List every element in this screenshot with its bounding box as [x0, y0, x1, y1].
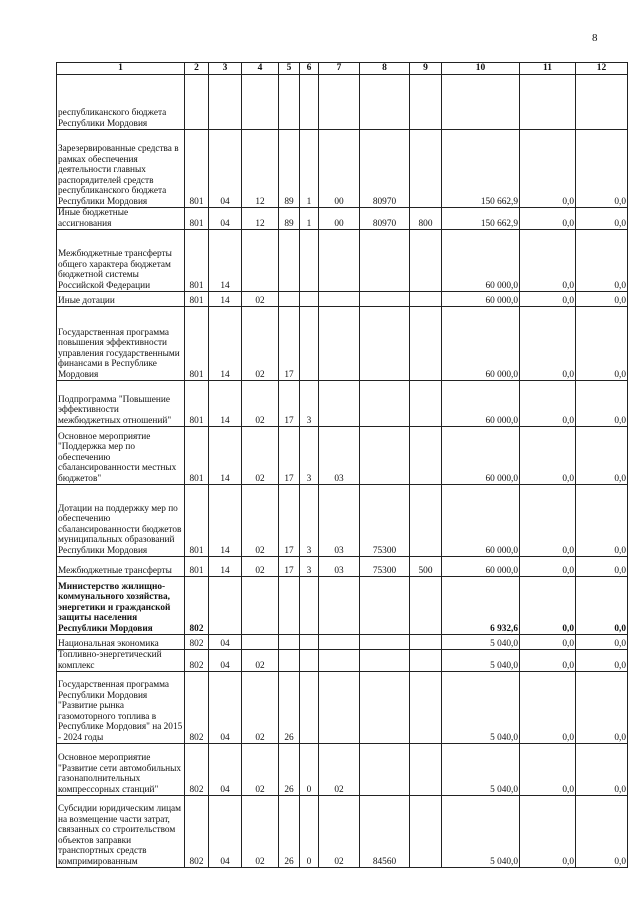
row-name-cell: Межбюджетные трансферты общего характера бюджетам бюджетной системы Российской Федерации: [57, 230, 185, 292]
cell-c7: [319, 635, 360, 650]
cell-c9: [410, 307, 442, 381]
cell-c4: 02: [242, 381, 279, 427]
table-row: [57, 75, 628, 130]
cell-c3: [209, 577, 242, 635]
cell-c8: [360, 381, 410, 427]
cell-c2: 802: [185, 650, 209, 672]
budget-table: [56, 62, 628, 868]
cell-c10: 60 000,0: [442, 557, 520, 577]
cell-c6: [300, 230, 319, 292]
cell-c11: 0,0: [520, 381, 576, 427]
cell-c2: 801: [185, 557, 209, 577]
table-row: [57, 635, 628, 650]
cell-c10: 6 932,6: [442, 577, 520, 635]
cell-c11: 0,0: [520, 427, 576, 485]
cell-c2: 801: [185, 381, 209, 427]
cell-c10: 60 000,0: [442, 292, 520, 307]
cell-c12: 0,0: [576, 208, 628, 230]
cell-c6: [300, 672, 319, 744]
table-body: [57, 75, 628, 868]
cell-c9: [410, 292, 442, 307]
cell-c11: 0,0: [520, 230, 576, 292]
cell-c4: 02: [242, 650, 279, 672]
column-header-3: 3: [209, 63, 242, 75]
cell-c11: 0,0: [520, 650, 576, 672]
cell-c3: 04: [209, 796, 242, 868]
cell-c10: 60 000,0: [442, 427, 520, 485]
cell-c6: 3: [300, 557, 319, 577]
cell-c8: [360, 75, 410, 130]
cell-c7: [319, 672, 360, 744]
cell-c11: 0,0: [520, 208, 576, 230]
cell-c7: 02: [319, 744, 360, 796]
table-row: [57, 130, 628, 208]
table-row: [57, 292, 628, 307]
row-name-cell: Государственная программа повышения эффективности управления государственными финансами в Республике Мордовия: [57, 307, 185, 381]
cell-c6: [300, 650, 319, 672]
cell-c8: [360, 635, 410, 650]
cell-c5: 89: [279, 208, 300, 230]
cell-c12: 0,0: [576, 307, 628, 381]
cell-c11: 0,0: [520, 635, 576, 650]
cell-c2: 801: [185, 130, 209, 208]
cell-c3: 04: [209, 672, 242, 744]
column-header-10: 10: [442, 63, 520, 75]
cell-c8: 84560: [360, 796, 410, 868]
cell-c3: 04: [209, 635, 242, 650]
cell-c3: 14: [209, 557, 242, 577]
cell-c2: 801: [185, 292, 209, 307]
cell-c5: 26: [279, 672, 300, 744]
cell-c8: [360, 672, 410, 744]
column-header-6: 6: [300, 63, 319, 75]
cell-c7: 03: [319, 557, 360, 577]
cell-c5: 17: [279, 381, 300, 427]
cell-c3: 04: [209, 650, 242, 672]
cell-c4: 02: [242, 672, 279, 744]
cell-c2: 802: [185, 744, 209, 796]
cell-c4: [242, 635, 279, 650]
row-name-cell: Государственная программа Республики Мордовия "Развитие рынка газомоторного топлива в Республике Мордовия" на 2015 - 2024 годы: [57, 672, 185, 744]
cell-c8: 80970: [360, 208, 410, 230]
cell-c4: [242, 577, 279, 635]
cell-c10: 60 000,0: [442, 307, 520, 381]
cell-c10: 60 000,0: [442, 381, 520, 427]
cell-c7: [319, 292, 360, 307]
cell-c12: 0,0: [576, 427, 628, 485]
cell-c10: [442, 75, 520, 130]
cell-c6: [300, 635, 319, 650]
cell-c10: 5 040,0: [442, 635, 520, 650]
cell-c6: [300, 577, 319, 635]
row-name-cell: Национальная экономика: [57, 635, 185, 650]
cell-c7: [319, 381, 360, 427]
cell-c2: 802: [185, 577, 209, 635]
cell-c12: 0,0: [576, 381, 628, 427]
cell-c10: 150 662,9: [442, 130, 520, 208]
cell-c5: [279, 650, 300, 672]
header-row: [57, 63, 628, 75]
table-row: [57, 427, 628, 485]
cell-c6: 0: [300, 744, 319, 796]
row-name-cell: Основное мероприятие "Поддержка мер по обеспечению сбалансированности местных бюджетов": [57, 427, 185, 485]
cell-c11: 0,0: [520, 307, 576, 381]
table-row: [57, 672, 628, 744]
cell-c4: [242, 75, 279, 130]
cell-c11: 0,0: [520, 744, 576, 796]
column-header-5: 5: [279, 63, 300, 75]
cell-c2: 801: [185, 485, 209, 557]
cell-c8: [360, 427, 410, 485]
cell-c12: 0,0: [576, 230, 628, 292]
table-row: [57, 577, 628, 635]
cell-c2: [185, 75, 209, 130]
cell-c5: 17: [279, 485, 300, 557]
table-row: [57, 796, 628, 868]
cell-c4: [242, 230, 279, 292]
cell-c9: [410, 230, 442, 292]
cell-c4: 12: [242, 208, 279, 230]
cell-c12: 0,0: [576, 744, 628, 796]
cell-c3: 04: [209, 208, 242, 230]
cell-c5: 26: [279, 744, 300, 796]
cell-c10: 60 000,0: [442, 230, 520, 292]
cell-c7: 03: [319, 485, 360, 557]
cell-c4: 02: [242, 557, 279, 577]
cell-c12: 0,0: [576, 130, 628, 208]
cell-c8: [360, 577, 410, 635]
cell-c8: [360, 307, 410, 381]
cell-c2: 801: [185, 307, 209, 381]
cell-c8: [360, 292, 410, 307]
cell-c11: 0,0: [520, 577, 576, 635]
cell-c10: 5 040,0: [442, 744, 520, 796]
cell-c12: 0,0: [576, 672, 628, 744]
cell-c3: 14: [209, 292, 242, 307]
cell-c5: [279, 292, 300, 307]
cell-c3: 14: [209, 381, 242, 427]
cell-c3: 14: [209, 230, 242, 292]
cell-c9: [410, 796, 442, 868]
cell-c10: 5 040,0: [442, 672, 520, 744]
row-name-cell: Иные бюджетные ассигнования: [57, 208, 185, 230]
column-header-7: 7: [319, 63, 360, 75]
cell-c5: [279, 230, 300, 292]
cell-c3: 14: [209, 307, 242, 381]
cell-c8: [360, 230, 410, 292]
cell-c7: 00: [319, 130, 360, 208]
cell-c11: 0,0: [520, 557, 576, 577]
cell-c12: 0,0: [576, 577, 628, 635]
table-row: [57, 650, 628, 672]
cell-c12: 0,0: [576, 635, 628, 650]
cell-c7: 03: [319, 427, 360, 485]
cell-c5: [279, 75, 300, 130]
cell-c6: 1: [300, 130, 319, 208]
cell-c6: [300, 292, 319, 307]
cell-c4: 02: [242, 427, 279, 485]
table-row: [57, 208, 628, 230]
cell-c10: 150 662,9: [442, 208, 520, 230]
cell-c9: [410, 130, 442, 208]
column-header-4: 4: [242, 63, 279, 75]
column-header-11: 11: [520, 63, 576, 75]
column-header-8: 8: [360, 63, 410, 75]
cell-c7: [319, 75, 360, 130]
cell-c12: [576, 75, 628, 130]
cell-c9: 800: [410, 208, 442, 230]
cell-c4: 12: [242, 130, 279, 208]
row-name-cell: республиканского бюджета Республики Мордовия: [57, 75, 185, 130]
column-header-2: 2: [185, 63, 209, 75]
cell-c9: [410, 75, 442, 130]
cell-c7: [319, 307, 360, 381]
table-row: [57, 307, 628, 381]
cell-c4: 02: [242, 307, 279, 381]
cell-c10: 60 000,0: [442, 485, 520, 557]
row-name-cell: Основное мероприятие "Развитие сети автомобильных газонаполнительных компрессорных станций": [57, 744, 185, 796]
cell-c8: [360, 744, 410, 796]
cell-c8: 80970: [360, 130, 410, 208]
cell-c11: 0,0: [520, 292, 576, 307]
cell-c6: [300, 75, 319, 130]
cell-c2: 801: [185, 208, 209, 230]
table-row: [57, 557, 628, 577]
column-header-9: 9: [410, 63, 442, 75]
cell-c4: 02: [242, 796, 279, 868]
cell-c9: [410, 427, 442, 485]
cell-c5: 26: [279, 796, 300, 868]
column-header-12: 12: [576, 63, 628, 75]
cell-c9: [410, 485, 442, 557]
cell-c8: 75300: [360, 485, 410, 557]
row-name-cell: Министерство жилищно-коммунального хозяйства, энергетики и гражданской защиты населения Республики Мордовия: [57, 577, 185, 635]
cell-c2: 802: [185, 672, 209, 744]
cell-c5: 89: [279, 130, 300, 208]
cell-c5: 17: [279, 307, 300, 381]
cell-c10: 5 040,0: [442, 650, 520, 672]
row-name-cell: Зарезервированные средства в рамках обеспечения деятельности главных распорядителей средств республиканского бюджета Республики Мордовия: [57, 130, 185, 208]
cell-c4: 02: [242, 744, 279, 796]
cell-c7: [319, 577, 360, 635]
cell-c5: [279, 635, 300, 650]
cell-c4: 02: [242, 292, 279, 307]
table-row: [57, 381, 628, 427]
cell-c3: 04: [209, 130, 242, 208]
cell-c9: [410, 577, 442, 635]
cell-c9: [410, 672, 442, 744]
cell-c6: 3: [300, 427, 319, 485]
cell-c11: 0,0: [520, 485, 576, 557]
row-name-cell: Субсидии юридическим лицам на возмещение части затрат, связанных со строительством объектов заправки транспортных средств компримированным: [57, 796, 185, 868]
cell-c6: [300, 307, 319, 381]
cell-c11: 0,0: [520, 796, 576, 868]
cell-c2: 801: [185, 427, 209, 485]
cell-c12: 0,0: [576, 557, 628, 577]
row-name-cell: Иные дотации: [57, 292, 185, 307]
cell-c9: [410, 650, 442, 672]
cell-c5: [279, 577, 300, 635]
table-row: [57, 485, 628, 557]
cell-c9: [410, 635, 442, 650]
cell-c7: 02: [319, 796, 360, 868]
cell-c5: 17: [279, 427, 300, 485]
cell-c6: 1: [300, 208, 319, 230]
cell-c3: 14: [209, 485, 242, 557]
cell-c3: 04: [209, 744, 242, 796]
cell-c5: 17: [279, 557, 300, 577]
cell-c2: 802: [185, 635, 209, 650]
table-row: [57, 230, 628, 292]
cell-c8: [360, 650, 410, 672]
cell-c12: 0,0: [576, 796, 628, 868]
row-name-cell: Топливно-энергетический комплекс: [57, 650, 185, 672]
cell-c7: [319, 230, 360, 292]
row-name-cell: Межбюджетные трансферты: [57, 557, 185, 577]
column-header-1: 1: [57, 63, 185, 75]
page-number: 8: [592, 32, 598, 44]
cell-c12: 0,0: [576, 650, 628, 672]
cell-c11: 0,0: [520, 672, 576, 744]
cell-c8: 75300: [360, 557, 410, 577]
cell-c9: 500: [410, 557, 442, 577]
cell-c9: [410, 381, 442, 427]
cell-c10: 5 040,0: [442, 796, 520, 868]
cell-c6: 3: [300, 381, 319, 427]
cell-c3: 14: [209, 427, 242, 485]
cell-c9: [410, 744, 442, 796]
row-name-cell: Подпрограмма "Повышение эффективности межбюджетных отношений": [57, 381, 185, 427]
cell-c11: 0,0: [520, 130, 576, 208]
cell-c6: 0: [300, 796, 319, 868]
cell-c4: 02: [242, 485, 279, 557]
cell-c7: [319, 650, 360, 672]
cell-c12: 0,0: [576, 292, 628, 307]
cell-c7: 00: [319, 208, 360, 230]
cell-c12: 0,0: [576, 485, 628, 557]
cell-c11: [520, 75, 576, 130]
table-row: [57, 744, 628, 796]
cell-c2: 802: [185, 796, 209, 868]
cell-c6: 3: [300, 485, 319, 557]
cell-c2: 801: [185, 230, 209, 292]
row-name-cell: Дотации на поддержку мер по обеспечению сбалансированности бюджетов муниципальных образований Республики Мордовия: [57, 485, 185, 557]
cell-c3: [209, 75, 242, 130]
